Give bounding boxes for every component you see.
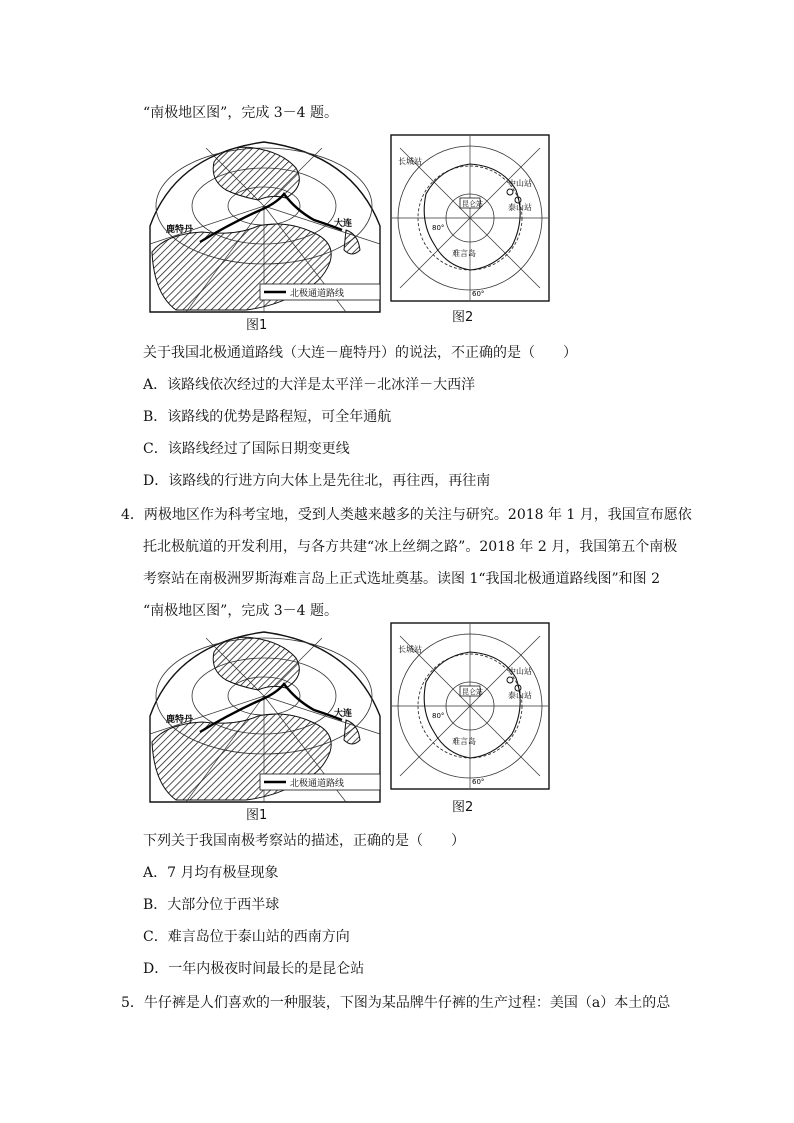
- fig2-caption-repeat: 图2: [452, 800, 474, 815]
- question-3: 关于我国北极通道路线（大连－鹿特丹）的说法，不正确的是（ ）: [143, 345, 577, 361]
- lat-60-label: 60°: [472, 290, 485, 298]
- q4-text-line-1: 4．两极地区作为科考宝地，受到人类越来越多的关注与研究。2018 年 1 月，我国宣布愿依: [121, 507, 692, 523]
- dalian-label: 大连: [334, 219, 353, 229]
- q3-option-b: B．该路线的优势是路程短，可全年通航: [143, 409, 392, 425]
- q5-text: 5．牛仔裤是人们喜欢的一种服装，下图为某品牌牛仔裤的生产过程：美国（a）本土的总: [121, 995, 671, 1011]
- q4-option-c: C．难言岛位于泰山站的西南方向: [143, 929, 350, 945]
- nanji-label: 难言岛: [452, 249, 476, 258]
- rotterdam-label: 鹿特丹: [166, 715, 194, 725]
- arctic-route-map-1-repeat: [146, 624, 384, 804]
- q4-text-line-3: 考察站在南极洲罗斯海难言岛上正式选址奠基。读图 1“我国北极通道路线图”和图 2: [143, 571, 661, 587]
- q3-option-c: C．该路线经过了国际日期变更线: [143, 441, 350, 457]
- arctic-route-map-1: [146, 134, 384, 314]
- rotterdam-label: 鹿特丹: [166, 225, 194, 235]
- q4-option-d: D．一年内极夜时间最长的是昆仑站: [143, 961, 365, 977]
- fig1-caption-repeat: 图1: [246, 808, 268, 823]
- q3-option-a: A．该路线依次经过的大洋是太平洋－北冰洋－大西洋: [143, 377, 476, 393]
- changcheng-label: 长城站: [398, 157, 422, 166]
- q3-option-d: D．该路线的行进方向大体上是先往北，再往西，再往南: [143, 473, 491, 489]
- question-4: 下列关于我国南极考察站的描述，正确的是（ ）: [143, 833, 465, 849]
- zhongshan-label: 中山站: [508, 667, 532, 676]
- taishan-label: 泰山站: [508, 203, 532, 212]
- antarctic-map-2-repeat: [390, 622, 550, 790]
- fig2-caption: 图2: [452, 310, 474, 325]
- fig1-caption: 图1: [246, 318, 268, 333]
- taishan-label: 泰山站: [508, 691, 532, 700]
- legend-text: 北极通道路线: [290, 779, 345, 789]
- q4-text-line-4: “南极地区图”，完成 3－4 题。: [143, 603, 339, 619]
- dalian-label: 大连: [334, 709, 353, 719]
- intro-tail: “南极地区图”，完成 3－4 题。: [143, 105, 339, 121]
- q4-text-line-2: 托北极航道的开发利用，与各方共建“冰上丝绸之路”。2018 年 2 月，我国第五个南极: [143, 539, 678, 555]
- lat-60-label: 60°: [472, 778, 485, 786]
- zhongshan-label: 中山站: [508, 179, 532, 188]
- antarctic-map-2: [390, 134, 550, 302]
- kunlun-label: 昆仑站: [462, 200, 483, 208]
- kunlun-label: 昆仑站: [462, 688, 483, 696]
- lat-80-label: 80°: [432, 712, 445, 720]
- lat-80-label: 80°: [432, 224, 445, 232]
- nanji-label: 难言岛: [452, 737, 476, 746]
- q4-option-a: A．7 月均有极昼现象: [143, 865, 279, 881]
- q4-option-b: B．大部分位于西半球: [143, 897, 280, 913]
- legend-text: 北极通道路线: [290, 289, 345, 299]
- changcheng-label: 长城站: [398, 645, 422, 654]
